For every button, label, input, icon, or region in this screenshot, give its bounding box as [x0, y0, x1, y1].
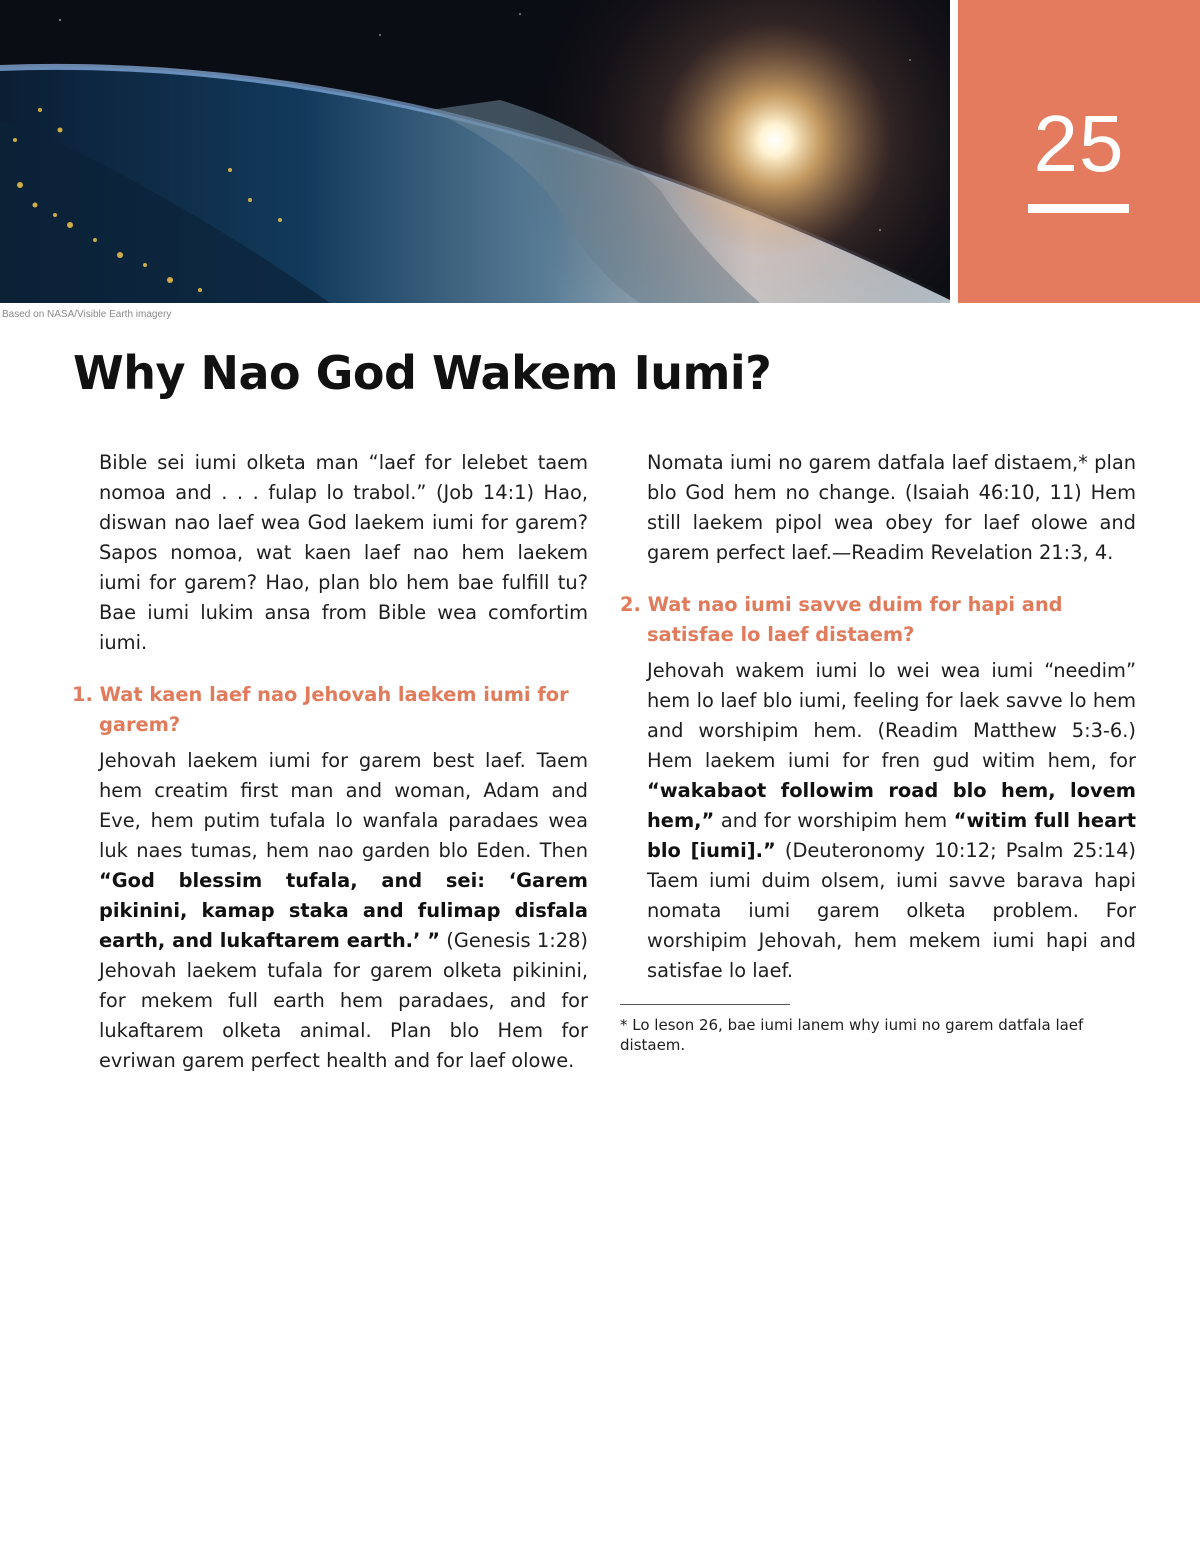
section-2-bold-a: “wakabaot followim road blo hem, lovem hem,”	[647, 779, 1136, 832]
lesson-number: 25	[1033, 99, 1125, 188]
image-credit: Based on NASA/Visible Earth imagery	[2, 309, 172, 320]
intro-paragraph: Bible sei iumi olketa man “laef for lelebet taem nomoa and . . . fulap lo trabol.” (Job 14:1) Hao, diswan nao laef wea God laekem iumi for garem? Sapos nomoa, wat kaen laef nao hem laekem iumi for garem? Hao, plan blo hem bae fulfill tu? Bae iumi lukim ansa from Bible wea comfortim iumi.	[99, 451, 588, 654]
footnote-divider	[620, 1004, 790, 1005]
section-1-bold-quote: “God blessim tufala, and sei: ‘Garem pikinini, kamap staka and fulimap disfala earth, and lukaftarem earth.’ ”	[99, 869, 588, 952]
hero-earth-image	[0, 0, 950, 303]
continuation-paragraph: Nomata iumi no garem datfala laef distaem,* plan blo God hem no change. (Isaiah 46:10, 11) Hem still laekem pipol wea obey for laef olowe and garem perfect laef.—Readim Revelation 21:3, 4.	[647, 451, 1136, 564]
section-2-text-b: and for worshipim hem	[714, 809, 954, 832]
question-1: 1. Wat kaen laef nao Jehovah laekem iumi for garem?	[72, 683, 569, 736]
lesson-number-underline	[1028, 204, 1129, 213]
question-2: 2. Wat nao iumi savve duim for hapi and satisfae lo laef distaem?	[620, 593, 1063, 646]
section-1-text-b: (Genesis 1:28) Jehovah laekem tufala for garem olketa pikinini, for mekem full earth hem paradaes, and for lukaftarem olketa animal. Plan blo Hem for evriwan garem perfect health and for laef olowe.	[99, 929, 588, 1072]
footnote: * Lo leson 26, bae iumi lanem why iumi no garem datfala laef distaem.	[620, 1016, 1084, 1054]
section-2-text-c: (Deuteronomy 10:12; Psalm 25:14) Taem iumi duim olsem, iumi savve barava hapi nomata iumi garem olketa problem. For worshipim Jehovah, hem mekem iumi hapi and satisfae lo laef.	[647, 839, 1136, 982]
left-column	[72, 448, 588, 1076]
page-title: Why Nao God Wakem Iumi?	[73, 346, 772, 400]
section-2-bold-b: “witim full heart blo [iumi].”	[647, 809, 1136, 862]
section-2-text-a: Jehovah wakem iumi lo wei wea iumi “needim” hem lo laef blo iumi, feeling for laek savve lo hem and worshipim hem. (Readim Matthew 5:3-6.) Hem laekem iumi for fren gud witim hem, for	[647, 659, 1136, 772]
lesson-number-box	[958, 0, 1200, 303]
section-2-paragraph	[620, 656, 1136, 986]
section-1-paragraph	[72, 746, 588, 1076]
section-1-text-a: Jehovah laekem iumi for garem best laef. Taem hem creatim first man and woman, Adam and Eve, hem putim tufala lo wanfala paradaes wea luk naes tumas, hem nao garden blo Eden. Then	[99, 749, 588, 862]
earth-illustration	[0, 0, 950, 303]
right-column	[620, 448, 1136, 1055]
